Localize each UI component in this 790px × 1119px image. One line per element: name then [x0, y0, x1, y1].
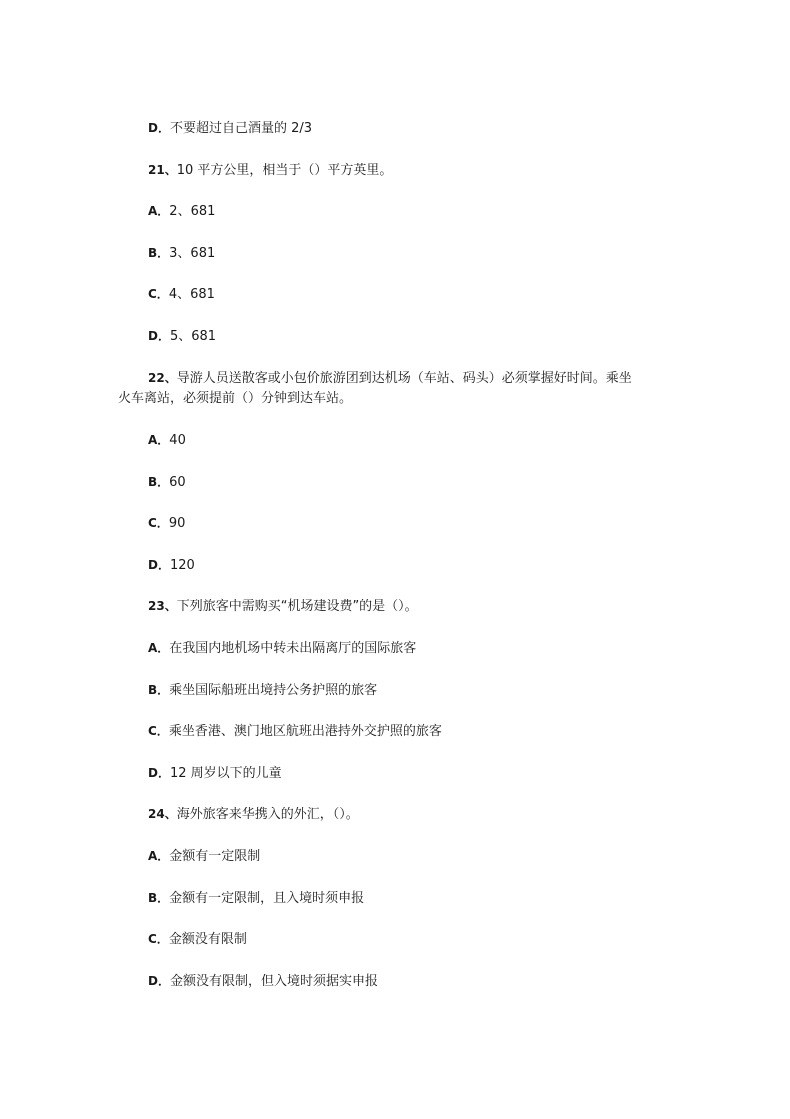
option-label: B． — [148, 683, 170, 697]
question-text: 海外旅客来华携入的外汇，（）。 — [176, 807, 359, 822]
option-text: 3、681 — [169, 246, 216, 261]
option-a-q22 — [148, 432, 186, 449]
option-label: D． — [148, 558, 170, 572]
option-c-q24 — [148, 931, 247, 948]
question-23 — [148, 598, 418, 615]
option-a-q23 — [148, 640, 416, 657]
option-text: 乘坐香港、澳门地区航班出港持外交护照的旅客 — [168, 724, 442, 739]
option-label: D． — [148, 329, 170, 343]
option-text: 金额没有限制 — [168, 932, 247, 947]
option-d-q21 — [148, 328, 216, 345]
option-text: 金额有一定限制，且入境时须申报 — [169, 891, 365, 906]
question-number: 24、 — [148, 807, 177, 821]
option-label: A． — [148, 641, 170, 655]
option-text: 4、681 — [168, 287, 215, 302]
option-a-q24 — [148, 848, 260, 865]
option-d-q24 — [148, 973, 378, 990]
option-label: B． — [148, 246, 170, 260]
option-label: A． — [148, 204, 170, 218]
question-22 — [118, 368, 678, 409]
question-number: 22、 — [148, 371, 177, 385]
option-label: C． — [148, 724, 169, 738]
option-label: B． — [148, 475, 170, 489]
option-label: B． — [148, 891, 170, 905]
question-text-continued: 火车离站，必须提前（）分钟到达车站。 — [118, 391, 353, 406]
option-label: D． — [148, 766, 170, 780]
option-d-q22 — [148, 557, 195, 574]
option-label: D． — [148, 121, 170, 135]
option-label: C． — [148, 932, 169, 946]
question-24 — [148, 806, 359, 823]
option-b-q24 — [148, 890, 364, 907]
question-number: 21、 — [148, 163, 177, 177]
option-b-q21 — [148, 245, 215, 262]
option-text: 金额没有限制，但入境时须据实申报 — [169, 974, 378, 989]
option-text: 40 — [169, 433, 186, 448]
question-21 — [148, 162, 392, 179]
question-text: 下列旅客中需购买“机场建设费”的是（）。 — [176, 599, 418, 614]
question-text: 导游人员送散客或小包价旅游团到达机场（车站、码头）必须掌握好时间。乘坐 — [176, 371, 632, 386]
question-number: 23、 — [148, 599, 177, 613]
option-text: 在我国内地机场中转未出隔离厅的国际旅客 — [169, 641, 417, 656]
option-a-q21 — [148, 203, 215, 220]
option-c-q23 — [148, 723, 442, 740]
question-text: 10 平方公里，相当于（）平方英里。 — [176, 163, 393, 178]
option-label: C． — [148, 287, 169, 301]
option-d-q23 — [148, 765, 282, 782]
option-text: 60 — [169, 475, 186, 490]
option-b-q22 — [148, 474, 186, 491]
option-b-q23 — [148, 682, 377, 699]
option-d-q20 — [148, 120, 312, 137]
option-c-q21 — [148, 286, 215, 303]
option-text: 金额有一定限制 — [169, 849, 261, 864]
option-text: 乘坐国际船班出境持公务护照的旅客 — [169, 683, 378, 698]
option-text: 不要超过自己酒量的 2/3 — [169, 121, 313, 136]
option-text: 5、681 — [169, 329, 217, 344]
option-text: 12 周岁以下的儿童 — [169, 766, 282, 781]
option-text: 90 — [168, 516, 186, 531]
option-label: D． — [148, 974, 170, 988]
option-label: C． — [148, 516, 169, 530]
option-c-q22 — [148, 515, 185, 532]
option-text: 2、681 — [169, 204, 216, 219]
option-label: A． — [148, 849, 170, 863]
option-text: 120 — [169, 558, 195, 573]
option-label: A． — [148, 433, 170, 447]
